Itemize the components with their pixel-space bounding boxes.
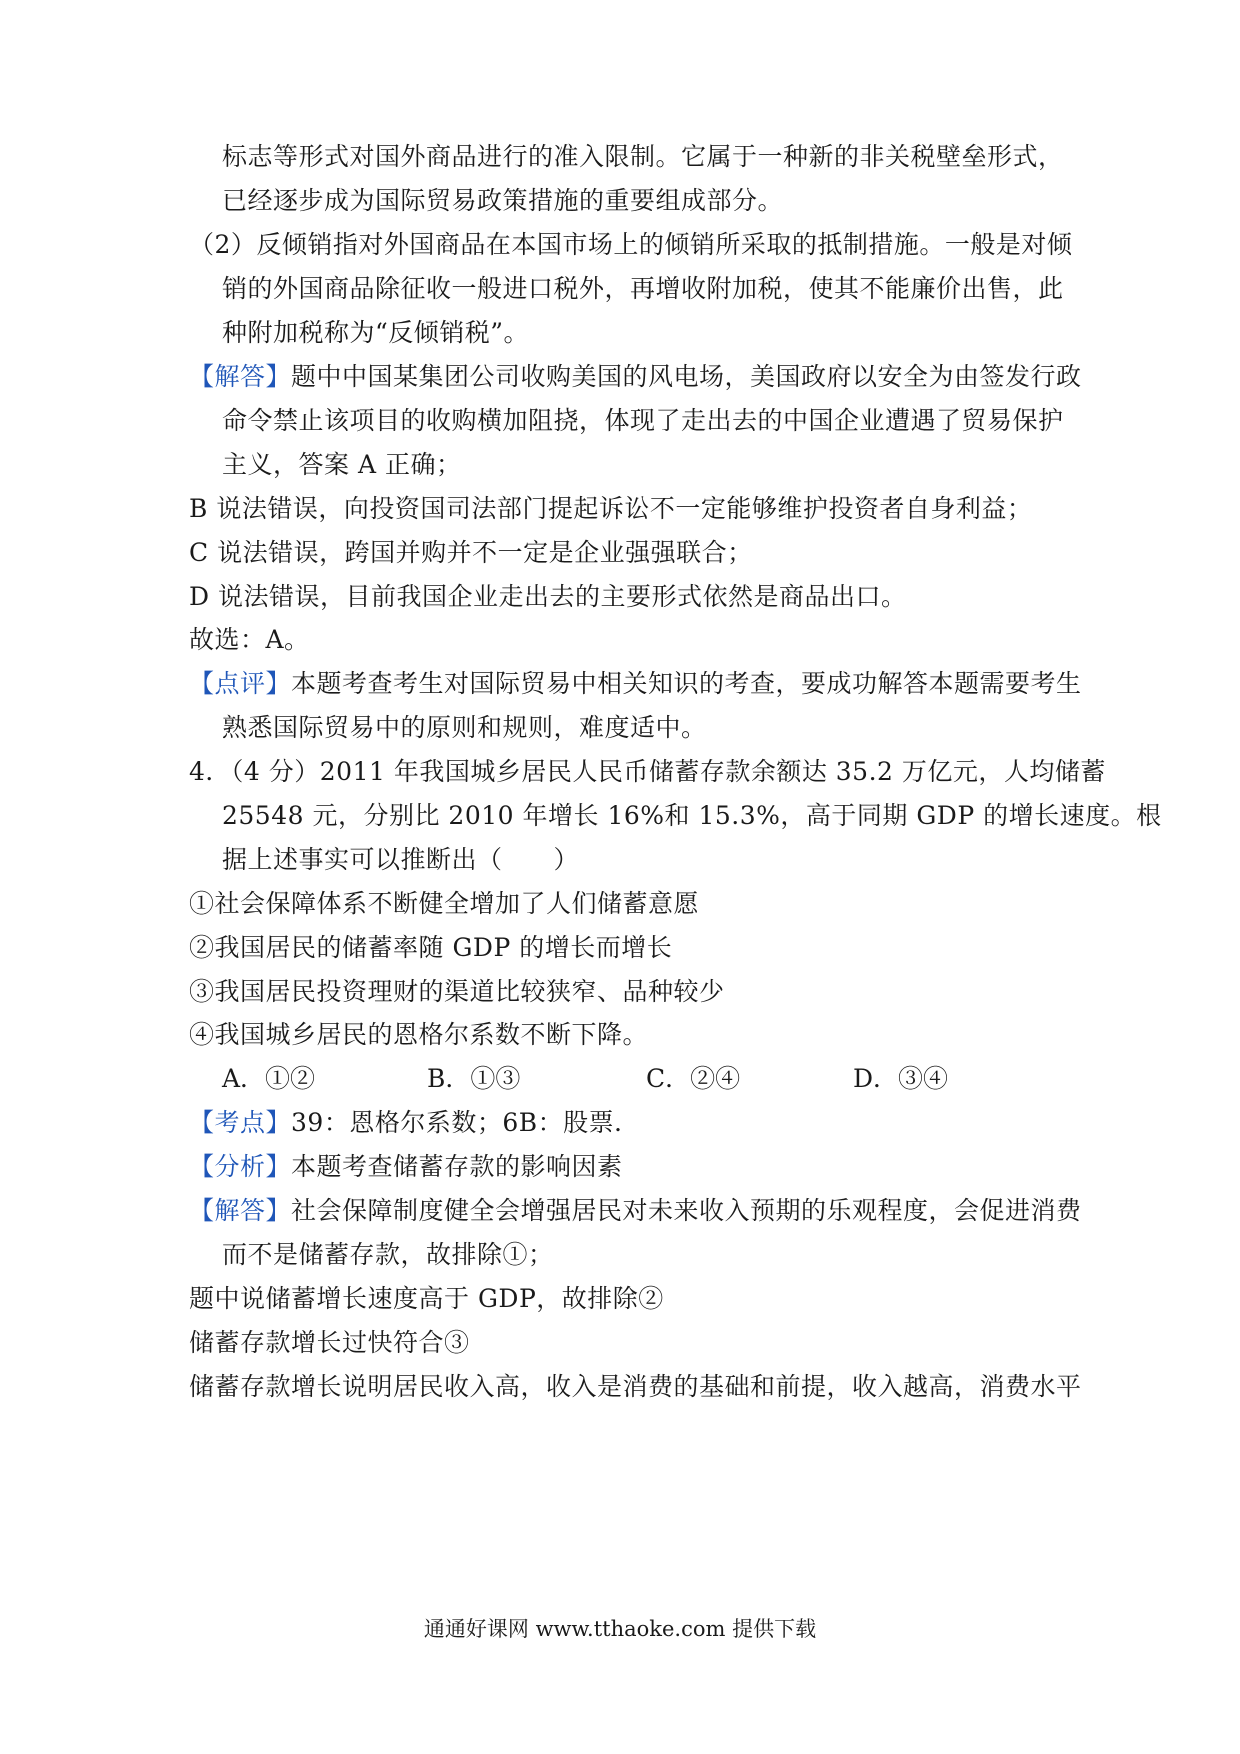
text-line: C 说法错误，跨国并购并不一定是企业强强联合； (189, 538, 753, 567)
text-line: 销的外国商品除征收一般进口税外，再增收附加税，使其不能廉价出售，此 (222, 274, 1064, 303)
option-d: D．③④ (853, 1064, 949, 1093)
option-a: A．①② (222, 1064, 316, 1093)
point-tag: 【考点】 (189, 1108, 292, 1137)
page-footer: 通通好课网 www.tthaoke.com 提供下载 (423, 1617, 817, 1641)
text-line: 本题考查考生对国际贸易中相关知识的考查，要成功解答本题需要考生 (291, 669, 1082, 698)
text-line: 据上述事实可以推断出（ ） (222, 845, 580, 874)
text-line: 已经逐步成为国际贸易政策措施的重要组成部分。 (222, 186, 784, 215)
text-line: 25548 元，分别比 2010 年增长 16%和 15.3%，高于同期 GDP 的增长速度。根 (222, 801, 1162, 830)
text-line: D 说法错误，目前我国企业走出去的主要形式依然是商品出口。 (189, 582, 907, 611)
text-line: 39：恩格尔系数；6B：股票． (291, 1108, 640, 1137)
text-line: 熟悉国际贸易中的原则和规则，难度适中。 (222, 713, 707, 742)
text-line: 故选：A。 (189, 625, 310, 654)
text-line: 标志等形式对国外商品进行的准入限制。它属于一种新的非关税壁垒形式， (222, 142, 1064, 171)
point-paragraph (189, 1105, 640, 1141)
analysis-tag: 【分析】 (189, 1152, 292, 1181)
question-stem: 4．（4 分）2011 年我国城乡居民人民币储蓄存款余额达 35.2 万亿元，人均储蓄 (189, 757, 1106, 786)
text-line: （2）反倾销指对外国商品在本国市场上的倾销所采取的抵制措施。一般是对倾 (189, 230, 1073, 259)
statement-2: ②我国居民的储蓄率随 GDP 的增长而增长 (189, 933, 673, 962)
statement-3: ③我国居民投资理财的渠道比较狭窄、品种较少 (189, 977, 725, 1006)
text-line: 储蓄存款增长说明居民收入高，收入是消费的基础和前提，收入越高，消费水平 (189, 1372, 1082, 1401)
statement-1: ①社会保障体系不断健全增加了人们储蓄意愿 (189, 889, 700, 918)
text-line: 社会保障制度健全会增强居民对未来收入预期的乐观程度，会促进消费 (291, 1196, 1082, 1225)
statement-4: ④我国城乡居民的恩格尔系数不断下降。 (189, 1020, 649, 1049)
answer-tag: 【解答】 (189, 362, 292, 391)
comment-tag: 【点评】 (189, 669, 292, 698)
answer-paragraph (189, 359, 1082, 395)
text-line: 而不是储蓄存款，故排除①； (222, 1240, 554, 1269)
text-line: 主义，答案 A 正确； (222, 450, 462, 479)
text-line: 储蓄存款增长过快符合③ (189, 1328, 470, 1357)
answer-tag: 【解答】 (189, 1196, 292, 1225)
text-line: 题中说储蓄增长速度高于 GDP，故排除② (189, 1284, 664, 1313)
text-line: 种附加税称为“反倾销税”。 (222, 318, 530, 347)
text-line: B 说法错误，向投资国司法部门提起诉讼不一定能够维护投资者自身利益； (189, 494, 1033, 523)
text-line: 本题考查储蓄存款的影响因素 (291, 1152, 623, 1181)
analysis-paragraph (189, 1149, 623, 1185)
comment-paragraph (189, 666, 1082, 702)
answer-paragraph (189, 1193, 1082, 1229)
option-b: B．①③ (427, 1064, 521, 1093)
option-c: C．②④ (646, 1064, 741, 1093)
text-line: 命令禁止该项目的收购横加阻挠，体现了走出去的中国企业遭遇了贸易保护 (222, 406, 1064, 435)
text-line: 题中中国某集团公司收购美国的风电场，美国政府以安全为由签发行政 (291, 362, 1082, 391)
